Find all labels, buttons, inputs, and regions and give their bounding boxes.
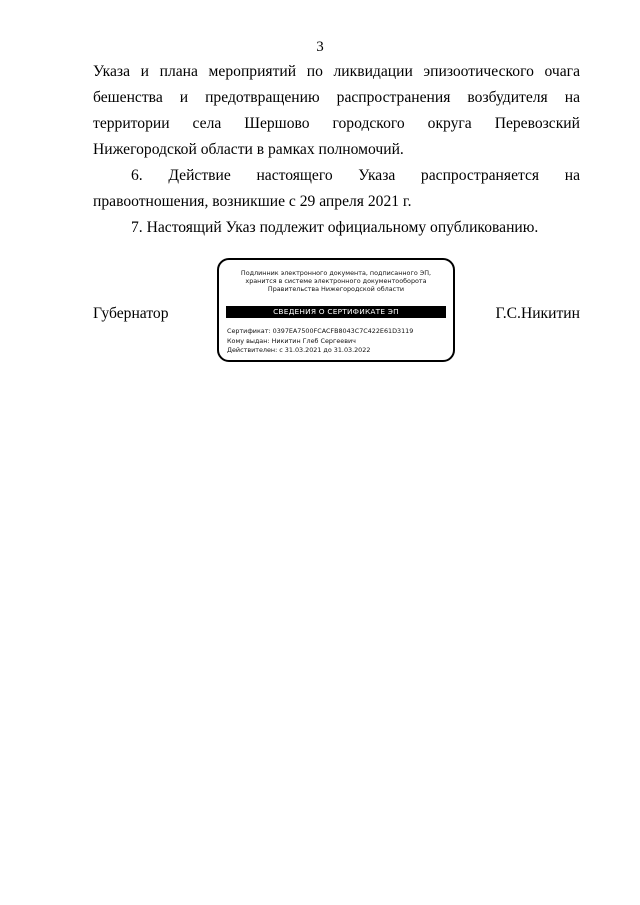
paragraph-6: 6. Действие настоящего Указа распространяется на правоотношения, возникшие с 29 апреля 2021 г. xyxy=(93,167,580,210)
paragraph-continuation: Указа и плана мероприятий по ликвидации эпизоотического очага бешенства и предотвращению распространения возбудителя на территории села Шершово городского округа Перевозский Нижегородской области в рамках полномочий. xyxy=(93,63,580,158)
document-body xyxy=(93,59,580,241)
stamp-certificate: Сертификат: 0397EA7500FCACFB8043C7C422E61D3119 xyxy=(227,327,414,335)
stamp-header-line: Подлинник электронного документа, подписанного ЭП, xyxy=(240,269,432,277)
electronic-signature-stamp xyxy=(217,258,455,362)
signature-block xyxy=(93,258,580,366)
page-number: 3 xyxy=(316,39,324,55)
stamp-header-line: хранится в системе электронного документооборота xyxy=(245,277,427,285)
paragraph-7: 7. Настоящий Указ подлежит официальному опубликованию. xyxy=(131,219,539,236)
signatory-title: Губернатор xyxy=(93,305,169,322)
signatory-name: Г.С.Никитин xyxy=(495,305,580,322)
stamp-banner: СВЕДЕНИЯ О СЕРТИФИКАТЕ ЭП xyxy=(226,306,446,318)
stamp-header xyxy=(219,269,453,293)
stamp-issued-to: Кому выдан: Никитин Глеб Сергеевич xyxy=(227,336,356,345)
stamp-details xyxy=(227,327,413,356)
stamp-validity: Действителен: с 31.03.2021 до 31.03.2022 xyxy=(227,346,371,354)
stamp-header-line: Правительства Нижегородской области xyxy=(267,285,405,293)
